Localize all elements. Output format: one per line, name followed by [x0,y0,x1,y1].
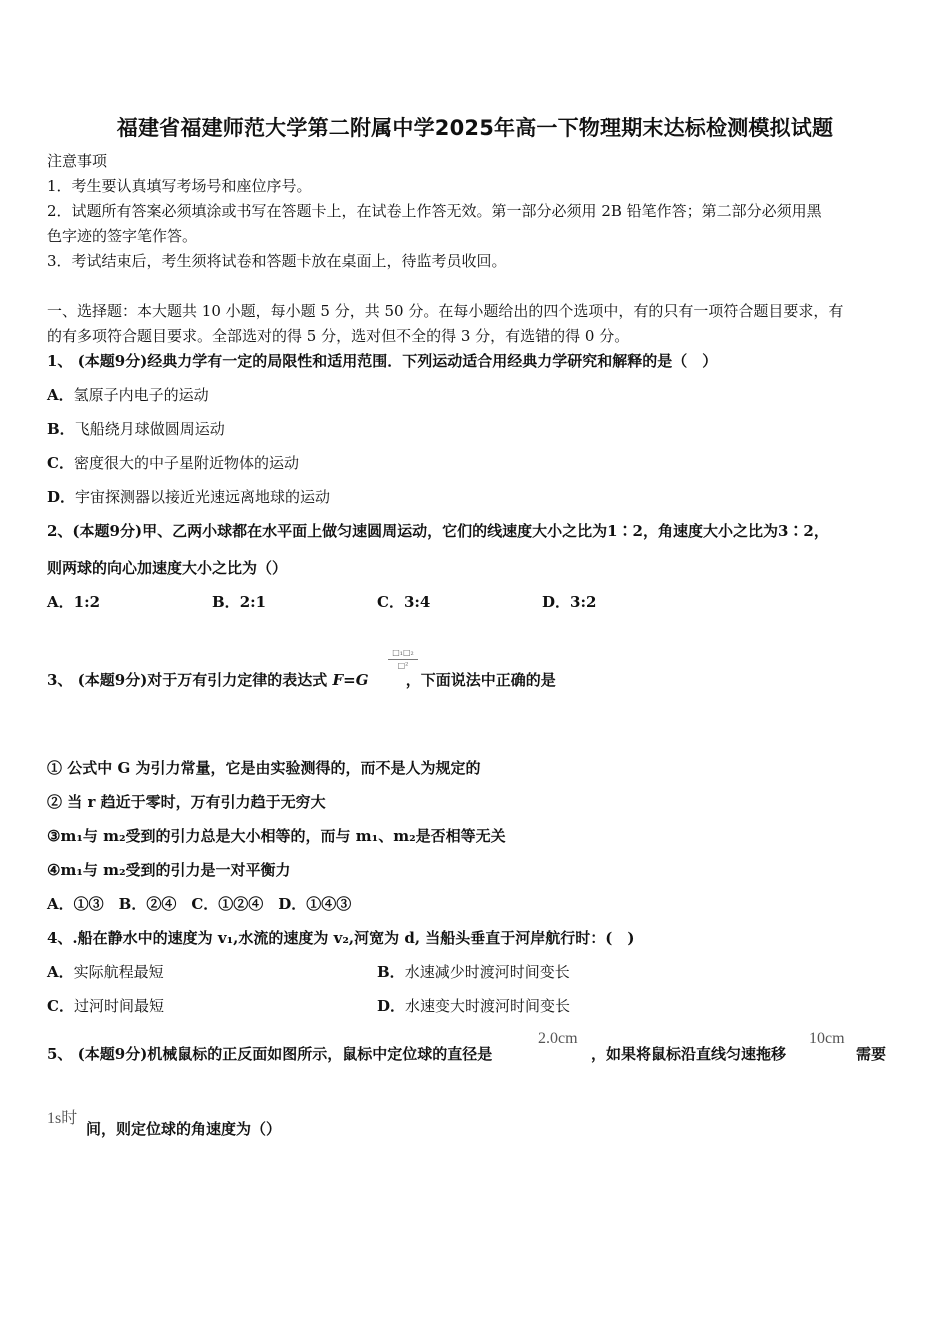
q1-option-c: C．密度很大的中子星附近物体的运动 [47,454,299,472]
q5-time-value: 1s时 [47,1110,78,1127]
q1-option-b: B．飞船绕月球做圆周运动 [47,420,225,438]
q4-option-c: C．过河时间最短 [47,997,164,1015]
question-5-stem: ，如果将鼠标沿直线匀速拖移 [591,1045,787,1063]
q1-option-d: D．宇宙探测器以接近光速远离地球的运动 [47,488,331,506]
question-2-stem: 2、(本题9分)甲、乙两小球都在水平面上做匀速圆周运动，它们的线速度大小之比为1∶2，角速度大小之比为3∶2， [47,522,829,540]
question-2-stem: 则两球的向心加速度大小之比为（） [47,559,288,577]
q4-option-d: D．水速变大时渡河时间变长 [377,997,571,1015]
q4-option-b: B．水速减少时渡河时间变长 [377,963,570,981]
notice-heading: 注意事项 [47,152,108,170]
question-4-stem: 4、.船在静水中的速度为 v₁,水流的速度为 v₂,河宽为 d, 当船头垂直于河岸航行时：( ) [47,929,635,947]
formula-fraction: □₁□₂ □² [388,648,418,671]
notice-item: 3．考试结束后，考生须将试卷和答题卡放在桌面上，待监考员收回。 [47,252,507,270]
q3-statement: ② 当 r 趋近于零时，万有引力趋于无穷大 [47,793,326,811]
question-1-stem: 1、 (本题9分)经典力学有一定的局限性和适用范围．下列运动适合用经典力学研究和解释的是（ ） [47,352,718,370]
q3-options: A．①③ B．②④ C．①②④ D．①④③ [47,895,352,913]
notice-item: 色字迹的签字笔作答。 [47,227,198,245]
section-instructions: 的有多项符合题目要求。全部选对的得 5 分，选对但不全的得 3 分，有选错的得 0 分。 [47,327,630,345]
notice-item: 1．考生要认真填写考场号和座位序号。 [47,177,312,195]
page-title: 福建省福建师范大学第二附属中学2025年高一下物理期末达标检测模拟试题 [116,116,834,140]
q3-statement: ④m₁与 m₂受到的引力是一对平衡力 [47,861,291,879]
question-3-stem: 3、 (本题9分)对于万有引力定律的表达式 F=G ，下面说法中正确的是 [47,671,556,689]
q3-statement: ③m₁与 m₂受到的引力总是大小相等的，而与 m₁、m₂是否相等无关 [47,827,506,845]
question-5-stem: 需要 [856,1045,887,1063]
section-instructions: 一、选择题：本大题共 10 小题，每小题 5 分，共 50 分。在每小题给出的四个选项中，有的只有一项符合题目要求，有 [47,302,844,320]
formula: F=G [332,671,369,689]
q2-option-c: C．3:4 [377,593,431,611]
question-5-stem: 5、 (本题9分)机械鼠标的正反面如图所示，鼠标中定位球的直径是 [47,1045,493,1063]
question-5-stem: 间，则定位球的角速度为（） [86,1120,282,1138]
q2-option-b: B．2:1 [212,593,267,611]
q3-statement: ① 公式中 G 为引力常量，它是由实验测得的，而不是人为规定的 [47,759,481,777]
q4-option-a: A．实际航程最短 [47,963,164,981]
q5-distance-value: 10cm [809,1030,845,1047]
q2-option-d: D．3:2 [542,593,597,611]
q2-option-a: A．1:2 [47,593,101,611]
q5-diameter-value: 2.0cm [538,1030,578,1047]
notice-item: 2．试题所有答案必须填涂或书写在答题卡上，在试卷上作答无效。第一部分必须用 2B 铅笔作答；第二部分必须用黑 [47,202,822,220]
q1-option-a: A．氢原子内电子的运动 [47,386,209,404]
